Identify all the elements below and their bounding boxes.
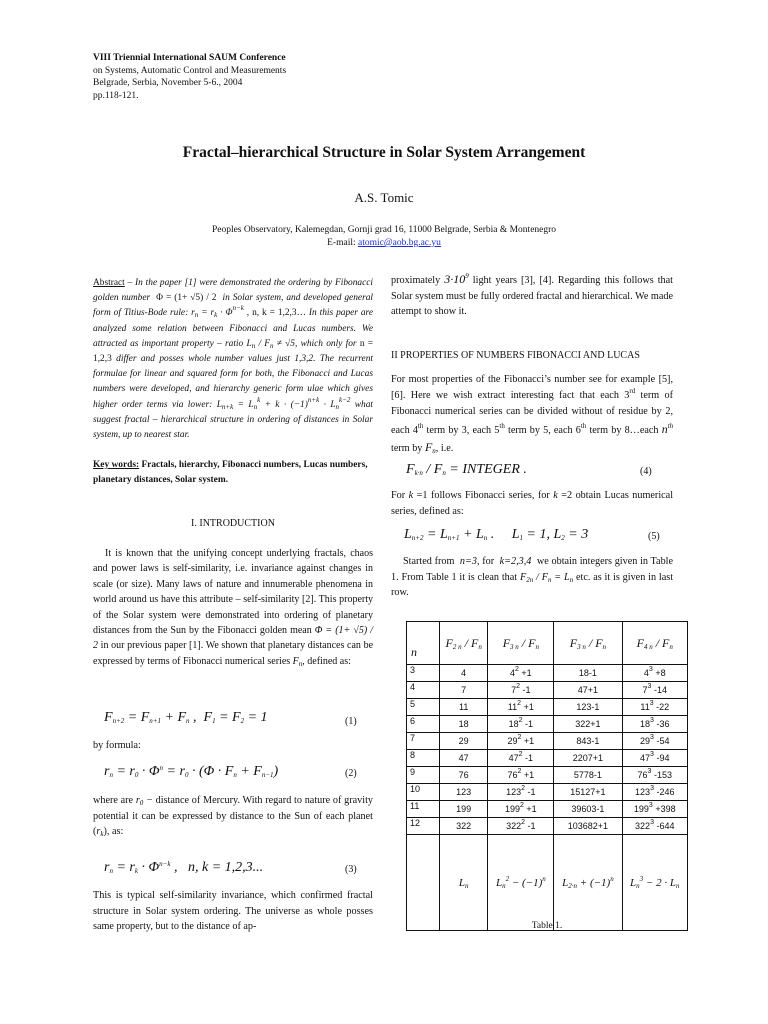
equation-2-number: (2) bbox=[345, 768, 357, 779]
formula-titius-bode: $r_n = r_k \cdot \Phi^{n-k}$ , bbox=[191, 304, 250, 320]
header-n: n bbox=[407, 622, 440, 665]
cell-term: -1 bbox=[522, 719, 534, 729]
ratio-letter: L bbox=[246, 338, 252, 349]
cell-term: +1 bbox=[521, 736, 535, 746]
sec2-p3-text-1: Started from bbox=[403, 556, 455, 567]
cell-exponent: 2 bbox=[515, 666, 519, 673]
section-heading-introduction: I. INTRODUCTION bbox=[191, 518, 275, 529]
cell-f3n-lucas: 5778-1 bbox=[554, 767, 622, 784]
equation-4-number: (4) bbox=[640, 466, 652, 477]
formula-ratio: $L_n / F_n \ne √5$, bbox=[246, 338, 298, 350]
section-heading-properties: II PROPERTIES OF NUMBERS FIBONACCI AND LUCAS bbox=[391, 350, 640, 361]
cell-exponent: 2 bbox=[517, 700, 522, 707]
cell-base: 18 bbox=[508, 719, 519, 729]
cell-f4n-cube bbox=[622, 665, 687, 682]
cell-term: +1 bbox=[521, 702, 534, 712]
table-row bbox=[407, 665, 688, 682]
intro-p2-text-2: distance of Mercury. With regard to nature of gravity potential it can be expressed by distance to the Sun of each planet ( bbox=[93, 795, 373, 837]
cell-exponent: 3 bbox=[647, 768, 652, 775]
cell-base: 11 bbox=[507, 702, 518, 712]
cell-f2n: 123 bbox=[440, 784, 488, 801]
table-row bbox=[407, 733, 688, 750]
cell-f3n-square bbox=[488, 784, 554, 801]
equation-5-number: (5) bbox=[648, 531, 660, 542]
cell-f3n-lucas: 843-1 bbox=[554, 733, 622, 750]
cell-base: 123 bbox=[635, 787, 651, 797]
cell-term: +8 bbox=[652, 668, 666, 678]
cell-f3n-square bbox=[488, 818, 554, 835]
cell-base: 7 bbox=[511, 685, 517, 695]
intro-p2-text-3: ), as: bbox=[103, 826, 124, 837]
table-row bbox=[407, 801, 688, 818]
header-f3n-over-fn: $F_{3 n} / F_n$ bbox=[488, 622, 554, 665]
cell-exponent: 2 bbox=[517, 768, 522, 775]
cell-base: 76 bbox=[507, 770, 518, 780]
formula-light-years: $3\cdot 10^9$ bbox=[444, 272, 469, 286]
cell-exponent: 2 bbox=[520, 802, 524, 809]
cell-term: -36 bbox=[653, 719, 670, 729]
sec2-p3-text-2: , for bbox=[476, 556, 495, 567]
cell-exponent: 3 bbox=[648, 666, 653, 673]
cell-n: 9 bbox=[407, 767, 440, 784]
table-caption: Table 1. bbox=[531, 921, 563, 931]
cell-base: 199 bbox=[633, 804, 649, 814]
cell-f3n-square bbox=[488, 665, 554, 682]
abstract-text-2: in Solar system, and developed general form of Titius-Bode rule: bbox=[93, 293, 374, 319]
cell-f2n: 11 bbox=[440, 699, 488, 716]
cell-f3n-square bbox=[488, 750, 554, 767]
cell-f3n-lucas: 123-1 bbox=[554, 699, 622, 716]
cell-f3n-lucas: 322+1 bbox=[554, 716, 622, 733]
author-affiliation bbox=[0, 224, 768, 250]
table-row bbox=[407, 818, 688, 835]
cell-n: 12 bbox=[407, 818, 440, 835]
section2-paragraph-1: For most properties of the Fibonacci’s number see for example [5], [6]. Here we wish extract interesting fact that each 3rd term of Fibonacci numerical series can be divided without of residue by 2, each 4th term by 3, each 5th term by 5, each 6th term by 8…each $n^{th}$ term by $F_n$, i.e. bbox=[391, 374, 674, 455]
cell-f4n-cube bbox=[622, 699, 687, 716]
cell-f3n-square bbox=[488, 767, 554, 784]
cell-term: +398 bbox=[652, 804, 676, 814]
formula-golden-mean bbox=[153, 293, 219, 303]
cell-base: 29 bbox=[640, 736, 651, 746]
cell-f4n-cube bbox=[622, 733, 687, 750]
sec2-p3-text-3: we obtain integers given in Table 1. From Table 1 it is clean that bbox=[391, 556, 674, 583]
cell-f3n-square bbox=[488, 682, 554, 699]
intro-paragraph-1 bbox=[93, 546, 373, 669]
cell-base: 7 bbox=[642, 685, 648, 695]
table-row bbox=[407, 784, 688, 801]
cell-n: 7 bbox=[407, 733, 440, 750]
equation-1: $F_{n+2} = F_{n+1} + F_n$ , $F_1 = F_2 = 1$ bbox=[104, 710, 268, 725]
equation-1-number: (1) bbox=[345, 716, 357, 727]
cell-f2n: 322 bbox=[440, 818, 488, 835]
cell-n: 8 bbox=[407, 750, 440, 767]
cell-n: 11 bbox=[407, 801, 440, 818]
cell-term: -1 bbox=[525, 821, 536, 831]
cell-f4n-cube bbox=[622, 784, 687, 801]
section2-paragraph-3 bbox=[391, 554, 673, 601]
sec2-text-5: term by 8…each bbox=[589, 424, 659, 436]
cell-f2n: 76 bbox=[440, 767, 488, 784]
equation-1-lhs: F bbox=[104, 710, 113, 725]
cell-exponent: 3 bbox=[650, 785, 654, 792]
conference-subtitle: on Systems, Automatic Control and Measurements bbox=[93, 65, 287, 76]
cell-f4n-cube bbox=[622, 801, 687, 818]
header-f2n-over-fn: $F_{2 n} / F_n$ bbox=[440, 622, 488, 665]
conference-name: VIII Triennial International SAUM Conference bbox=[93, 53, 286, 63]
by-formula-text: by formula: bbox=[93, 740, 141, 751]
formula-f2n-ratio: $F_{2n} / F_n = L_n$ bbox=[519, 571, 574, 584]
equation-5: $L_{n+2} = L_{n+1} + L_n$ . $L_1 = 1$, $L_2 = 3$ bbox=[404, 527, 589, 542]
section2-paragraph-2: For k =1 follows Fibonacci series, for k =2 obtain Lucas numerical series, defined as: bbox=[391, 490, 674, 517]
cell-base: 322 bbox=[506, 821, 522, 831]
lucas-formula-l2n: $L_{2\cdot n} + (-1)^n$ bbox=[554, 835, 622, 931]
cell-f4n-cube bbox=[622, 716, 687, 733]
cell-base: 123 bbox=[506, 787, 522, 797]
cell-f3n-lucas: 2207+1 bbox=[554, 750, 622, 767]
cell-exponent: 3 bbox=[650, 751, 654, 758]
equation-4-rhs: INTEGER bbox=[462, 462, 520, 477]
abstract-text-6: what suggest fractal – hierarchical structure in ordering of distances in Solar system, up to nearest star. bbox=[93, 399, 373, 441]
cell-term: -1 bbox=[525, 787, 536, 797]
cell-f3n-lucas: 18-1 bbox=[554, 665, 622, 682]
table-row bbox=[407, 716, 688, 733]
abstract-text-3: In this paper are analyzed some relation between Fibonacci and Lucas numbers. We attracted as important property – ratio bbox=[93, 308, 374, 349]
abstract-text-4: which only for bbox=[300, 338, 357, 349]
sec2-text-1: For most properties of the Fibonacci’s number see for example [5], [6]. Here we wish extract interesting fact that each bbox=[391, 374, 673, 402]
cell-base: 11 bbox=[640, 702, 650, 712]
cell-f2n: 7 bbox=[440, 682, 488, 699]
formula-index-range: n, k = 1,2,3… bbox=[252, 308, 306, 319]
formula-n-values: n = 1,2,3 bbox=[93, 338, 374, 365]
cell-exponent: 3 bbox=[650, 734, 654, 741]
cell-f2n: 29 bbox=[440, 733, 488, 750]
cell-base: 4 bbox=[510, 668, 516, 678]
table-row bbox=[407, 767, 688, 784]
formula-nth: $n^{th}$ bbox=[661, 421, 674, 436]
cell-f4n-cube bbox=[622, 682, 687, 699]
right-p1-text-1: proximately bbox=[391, 275, 441, 286]
lucas-formula-cube: $L_n^3 - 2 \cdot L_n$ bbox=[622, 835, 687, 931]
table-body bbox=[407, 665, 688, 835]
cell-exponent: 3 bbox=[648, 802, 653, 809]
intro-paragraph-2 bbox=[93, 793, 373, 840]
table-row bbox=[407, 699, 688, 716]
cell-f3n-lucas: 15127+1 bbox=[554, 784, 622, 801]
affiliation-address: Peoples Observatory, Kalemegdan, Gornji grad 16, 11000 Belgrade, Serbia & Montenegro bbox=[211, 225, 557, 235]
cell-f3n-lucas: 47+1 bbox=[554, 682, 622, 699]
sec2-text-4: term by 5, each bbox=[507, 424, 573, 436]
table-row bbox=[407, 750, 688, 767]
cell-exponent: 2 bbox=[521, 785, 526, 792]
keywords-label: Key words: bbox=[93, 460, 140, 470]
cell-term: -246 bbox=[653, 787, 675, 797]
cell-f3n-square bbox=[488, 801, 554, 818]
header-f4n-over-fn: $F_{4 n} / F_n$ bbox=[622, 622, 687, 665]
abstract-text-5: differ and posses whole number values just 1,3,2. The recurrent formulae for linear and squared form for both, the Fibonacci and Lucas numbers were developed, and hierarchy generic form ulae which gives higher order terms via lower: bbox=[93, 354, 373, 410]
cell-base: 29 bbox=[507, 736, 518, 746]
cell-n: 4 bbox=[407, 682, 440, 699]
cell-base: 4 bbox=[643, 668, 649, 678]
cell-term: +1 bbox=[521, 770, 535, 780]
email-line bbox=[0, 237, 768, 250]
cell-f2n: 18 bbox=[440, 716, 488, 733]
lucas-row-spacer bbox=[407, 835, 440, 931]
cell-term: -644 bbox=[653, 821, 675, 831]
abstract-label: Abstract bbox=[93, 278, 125, 288]
intro-text-2: in our previous paper [1]. We shown that planetary distances can be expressed by terms of Fibonacci numerical series bbox=[93, 640, 374, 667]
formula-golden-mean-2: Φ = (1+ √5) / 2 bbox=[93, 625, 373, 652]
sec2-text-7: , i.e. bbox=[435, 442, 454, 454]
cell-exponent: 3 bbox=[650, 819, 654, 826]
email-link[interactable]: atomic@aob.bg.ac.yu bbox=[358, 238, 441, 248]
formula-r0: $r_0$ − bbox=[135, 795, 153, 807]
cell-term: -14 bbox=[651, 685, 667, 695]
cell-n: 5 bbox=[407, 699, 440, 716]
cell-f2n: 199 bbox=[440, 801, 488, 818]
cell-term: -94 bbox=[653, 753, 670, 763]
sec2-p3-text-4: etc. as it is given in last row. bbox=[391, 571, 674, 598]
cell-f3n-square bbox=[488, 699, 554, 716]
cell-exponent: 2 bbox=[516, 683, 521, 690]
sec2-p2-text-1: For bbox=[391, 490, 406, 501]
right-p1-text-2: light years [3], [4]. Regarding this follows that Solar system must be fully ordered fractal and hierarchical. We made attempt to show it. bbox=[391, 275, 673, 317]
equation-2-lhs: r bbox=[104, 764, 110, 779]
formula-k2: k bbox=[553, 490, 558, 501]
sec2-text-6: term by bbox=[391, 442, 423, 454]
cell-f3n-square bbox=[488, 733, 554, 750]
cell-n: 3 bbox=[407, 665, 440, 682]
cell-exponent: 2 bbox=[517, 734, 522, 741]
cell-base: 47 bbox=[640, 753, 651, 763]
conference-place-date: Belgrade, Serbia, November 5-6., 2004 bbox=[93, 78, 243, 89]
cell-term: -1 bbox=[522, 753, 534, 763]
sec2-text-2: term of Fibonacci numerical series can be divided without of residue by 2, each bbox=[391, 390, 674, 436]
cell-f2n: 4 bbox=[440, 665, 488, 682]
paper-author: A.S. Tomic bbox=[354, 190, 414, 205]
email-label: E-mail: bbox=[327, 238, 356, 248]
formula-k1: k bbox=[408, 490, 414, 501]
intro-p2-text-1: where are bbox=[93, 795, 134, 806]
cell-f3n-lucas: 103682+1 bbox=[554, 818, 622, 835]
cell-f3n-lucas: 39603-1 bbox=[554, 801, 622, 818]
cell-term: -1 bbox=[520, 685, 531, 695]
table-row bbox=[407, 682, 688, 699]
abstract-text-1: In the paper [1] were demonstrated the ordering by Fibonacci golden number bbox=[93, 278, 373, 304]
cell-n: 6 bbox=[407, 716, 440, 733]
cell-base: 76 bbox=[637, 770, 648, 780]
cell-f4n-cube bbox=[622, 767, 687, 784]
formula-k234: k=2,3,4 bbox=[496, 556, 535, 567]
sec2-p2-text-2: follows Fibonacci series, for bbox=[430, 490, 550, 501]
lucas-formula-ln: $L_n$ bbox=[440, 835, 488, 931]
cell-term: +1 bbox=[523, 804, 537, 814]
right-paragraph-1 bbox=[391, 272, 673, 320]
intro-paragraph-3: This is typical self-similarity invariance, which confirmed fractal structure in Solar system ordering. The universe as whole posses same property, but to the distance of ap- bbox=[93, 890, 373, 932]
cell-f2n: 47 bbox=[440, 750, 488, 767]
cell-term: -153 bbox=[651, 770, 672, 780]
equation-2: $r_n = r_0 \cdot \Phi^n = r_0 \cdot (\Phi \cdot F_n + F_{n-1})$ bbox=[104, 764, 279, 779]
cell-exponent: 3 bbox=[649, 700, 654, 707]
sec2-p2-text-3: obtain Lucas numerical series, defined as: bbox=[391, 490, 674, 517]
cell-term: -54 bbox=[653, 736, 670, 746]
intro-text-3: , defined as: bbox=[302, 655, 351, 667]
lucas-formula-square: $L_n^2 - (-1)^n$ bbox=[488, 835, 554, 931]
cell-term: +1 bbox=[518, 668, 532, 678]
formula-fn: $F_n$ bbox=[292, 655, 303, 668]
cell-f4n-cube bbox=[622, 750, 687, 767]
cell-base: 322 bbox=[635, 821, 651, 831]
table-header-row bbox=[407, 622, 688, 665]
abstract bbox=[93, 276, 373, 443]
equation-3: $r_n = r_k \cdot \Phi^{n-k}$ , n, k = 1,2,3... bbox=[104, 860, 264, 875]
formula-fn-2: $F_n$ bbox=[424, 439, 436, 455]
cell-base: 199 bbox=[504, 804, 521, 814]
abstract-dash: – bbox=[124, 278, 136, 288]
cell-f4n-cube bbox=[622, 818, 687, 835]
intro-text-1: It is known that the unifying concept underlying fractals, chaos and power laws is self-similarity, i.e. invariance against changes in scale (or size). Many laws of nature and innumerable phenomena in world around us have this attribute – self-similarity [2]. This property of the Solar system were demonstrated into ordering of planetary distances from the Sun by the Fibonacci golden mean bbox=[93, 548, 373, 637]
cell-f3n-square bbox=[488, 716, 554, 733]
fibonacci-lucas-table bbox=[406, 621, 688, 931]
keywords-text: Fractals, hierarchy, Fibonacci numbers, Lucas numbers, planetary distances, Solar system. bbox=[93, 460, 368, 485]
cell-exponent: 2 bbox=[518, 717, 523, 724]
header-f3n-over-fn-2: $F_{3 n} / F_n$ bbox=[554, 622, 622, 665]
formula-n3: n=3 bbox=[457, 556, 477, 567]
equation-3-number: (3) bbox=[345, 864, 357, 875]
cell-exponent: 2 bbox=[518, 751, 523, 758]
conference-header bbox=[93, 52, 393, 102]
cell-exponent: 3 bbox=[647, 683, 652, 690]
page-range: pp.118-121. bbox=[93, 90, 139, 101]
paper-title: Fractal–hierarchical Structure in Solar System Arrangement bbox=[182, 144, 586, 161]
cell-n: 10 bbox=[407, 784, 440, 801]
formula-golden-mean-text: Φ = (1+ √5) / 2 bbox=[156, 293, 217, 304]
cell-exponent: 3 bbox=[650, 717, 654, 724]
formula-hierarchy: $L_{n+k} = L_n^k + k \cdot (-1)^{n+k} \cdot L_n^{k-2}$ bbox=[216, 395, 351, 411]
cell-term: -22 bbox=[653, 702, 670, 712]
keywords bbox=[93, 458, 373, 488]
sec2-text-3: term by 3, each bbox=[426, 424, 492, 436]
equation-3-lhs: r bbox=[104, 860, 110, 875]
formula-rk: $r_k$ bbox=[96, 826, 104, 838]
equation-4: $F_{k\cdot n} / F_n$ = INTEGER . bbox=[406, 462, 527, 477]
cell-base: 18 bbox=[640, 719, 651, 729]
cell-exponent: 2 bbox=[521, 819, 526, 826]
table-lucas-row bbox=[407, 835, 688, 931]
cell-base: 47 bbox=[508, 753, 519, 763]
